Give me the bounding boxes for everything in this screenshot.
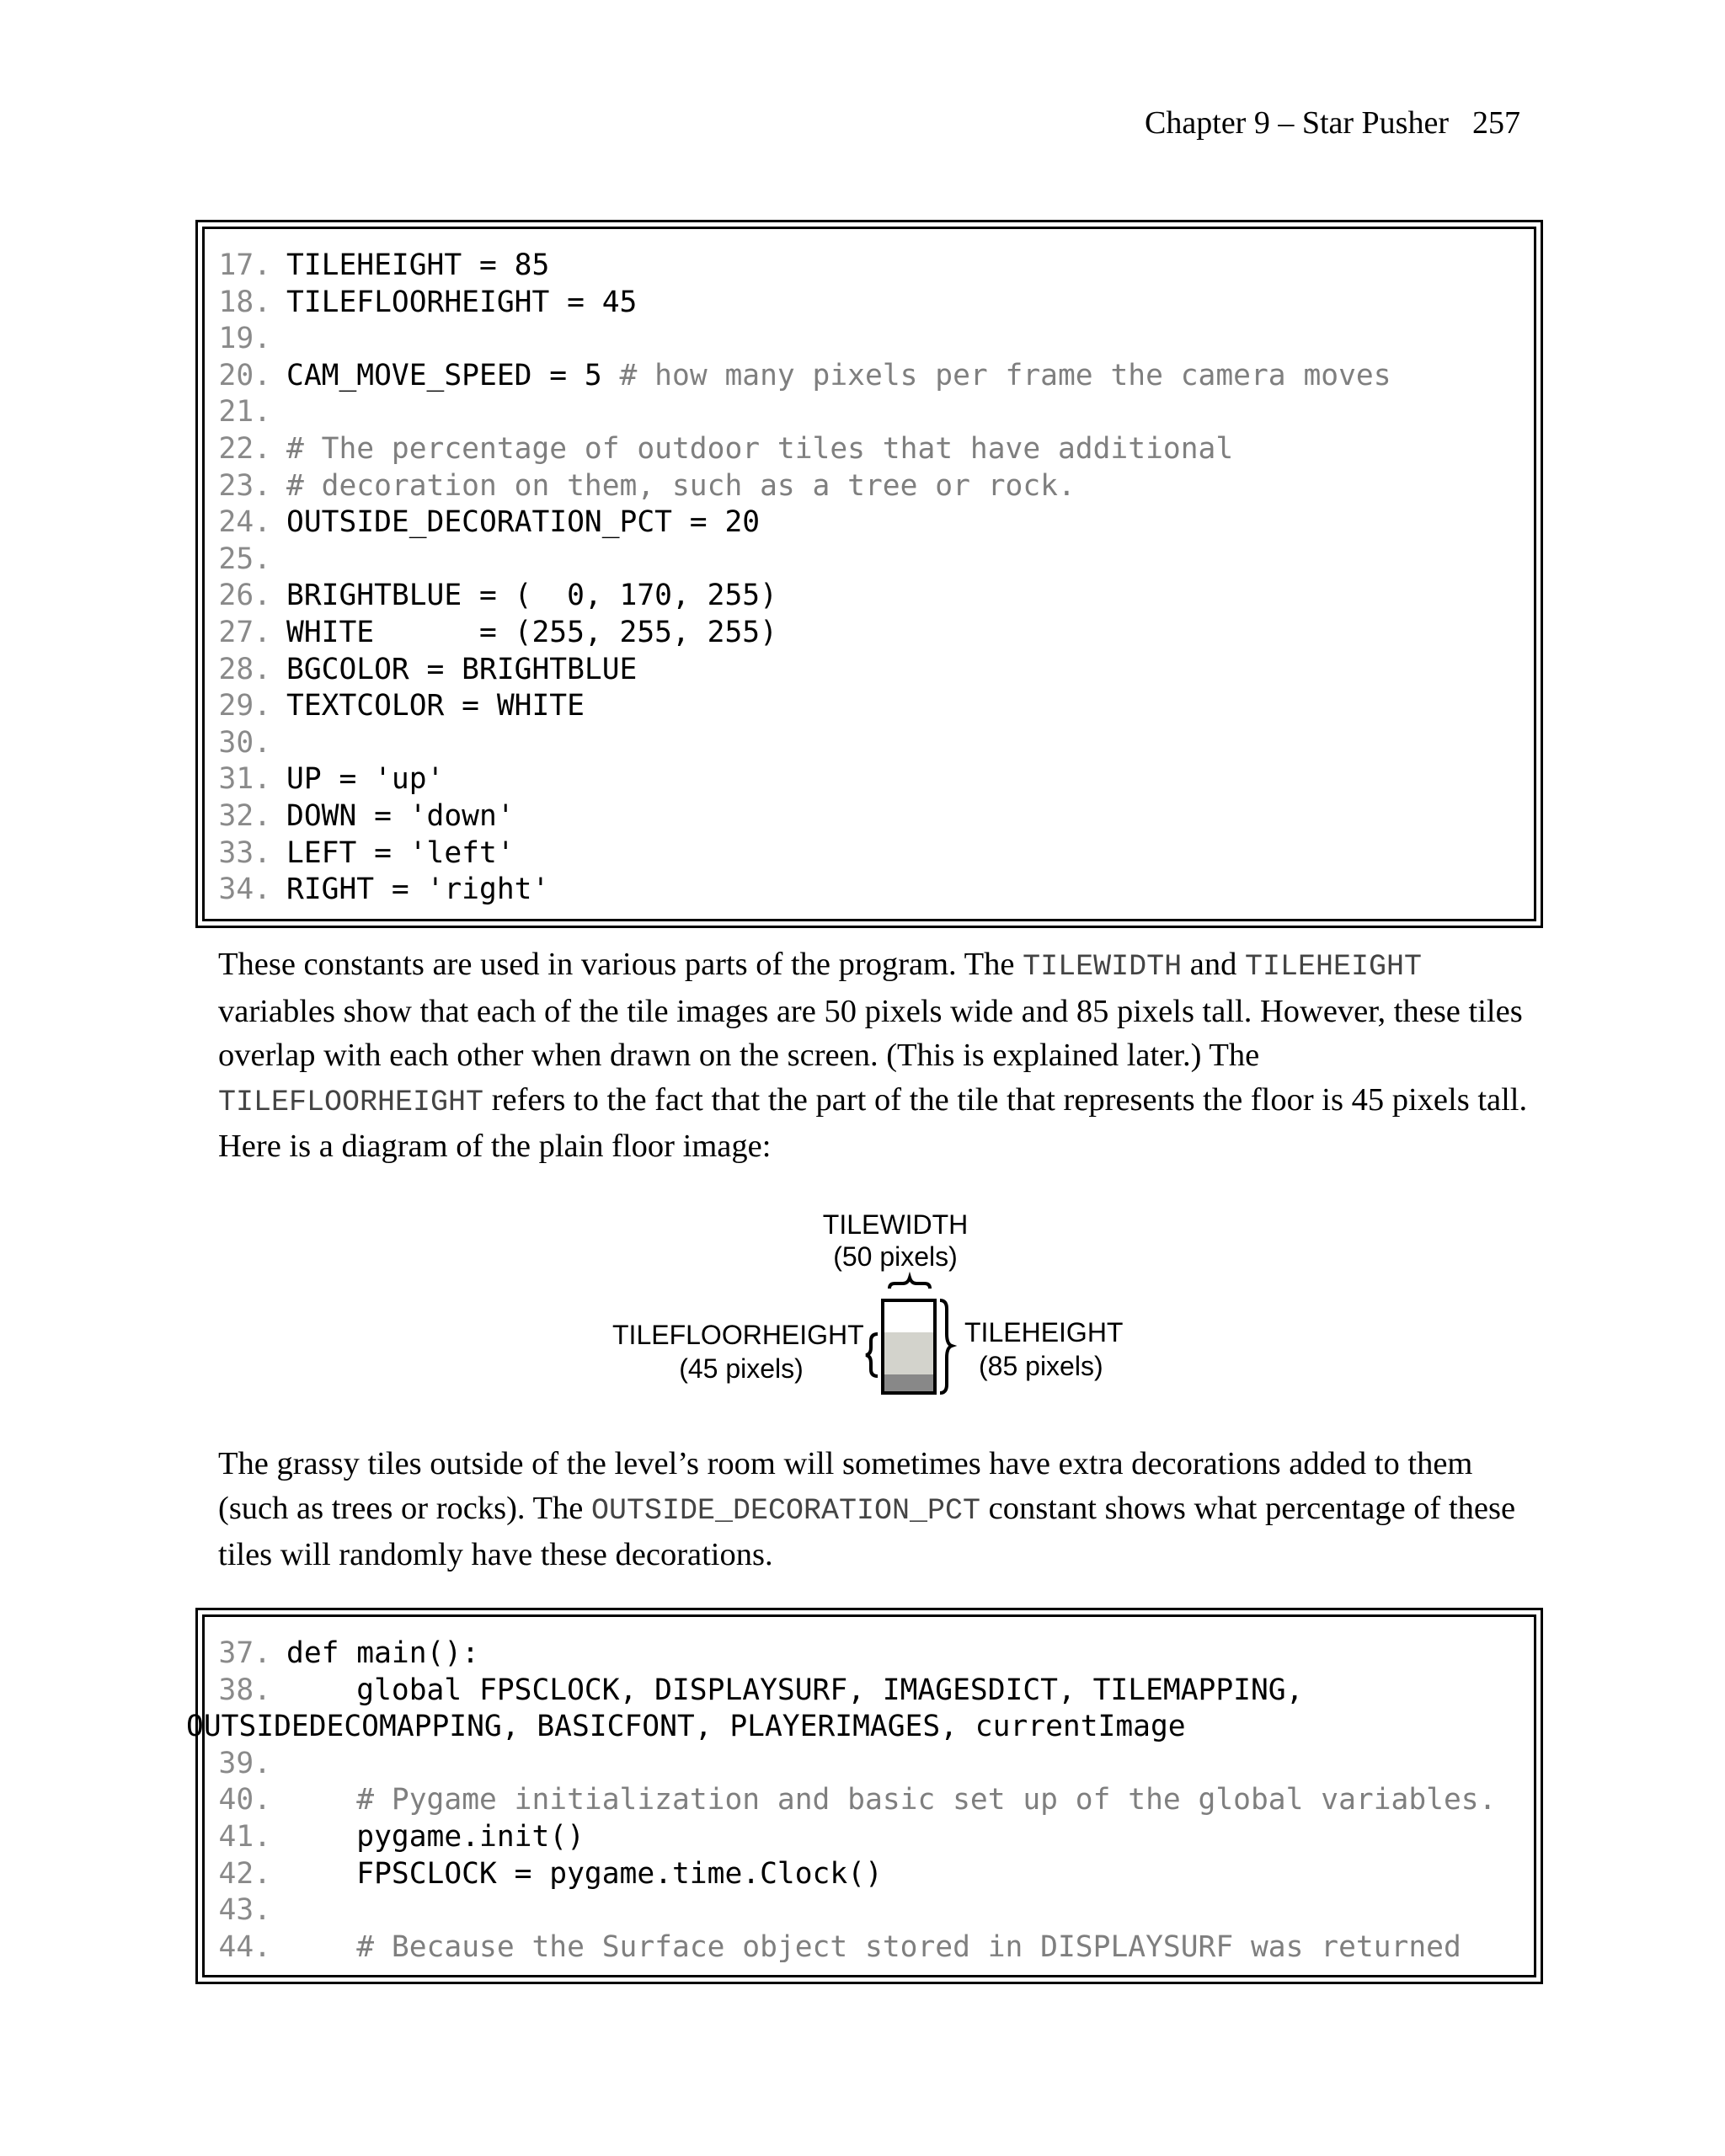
page-header	[1145, 107, 1520, 139]
code-text: TILEFLOORHEIGHT = 45	[286, 285, 638, 319]
paragraph-text: refers to the fact that the part of the tile that represents the floor is 45 pixels tall. Here is a diagram of the plain floor image:	[218, 1081, 1528, 1164]
code-text: UP = 'up'	[286, 762, 445, 797]
line-number: 33.	[218, 835, 271, 870]
width-brace	[889, 1278, 930, 1289]
code-line	[205, 761, 1534, 798]
code-text: OUTSIDE_DECORATION_PCT = 20	[286, 505, 761, 540]
code-line	[205, 1782, 1534, 1819]
code-text: pygame.init()	[286, 1819, 585, 1854]
code-text: DOWN = 'down'	[286, 798, 515, 833]
tilewidth-label: TILEWIDTH	[822, 1209, 969, 1240]
tile-floor-section	[883, 1332, 935, 1374]
code-line	[205, 1746, 1534, 1783]
line-number: 40.	[218, 1783, 271, 1817]
tilefloorheight-value: (45 pixels)	[679, 1353, 804, 1384]
code-comment: # Because the Surface object stored in DISPLAYSURF was returned	[356, 1929, 1461, 1964]
code-line	[205, 652, 1534, 689]
code-listing-1-body	[202, 227, 1536, 921]
code-line	[205, 872, 1534, 909]
line-number: 21.	[218, 395, 271, 430]
code-line	[205, 394, 1534, 431]
inline-code-tilefloorheight: TILEFLOORHEIGHT	[218, 1085, 484, 1119]
code-line	[205, 248, 1534, 285]
code-text: LEFT = 'left'	[286, 835, 515, 870]
code-line	[205, 615, 1534, 652]
code-text: TILEHEIGHT = 85	[286, 248, 550, 282]
code-line	[205, 1673, 1534, 1710]
height-brace	[940, 1300, 952, 1393]
paragraph-decoration	[218, 1442, 1532, 1577]
line-number: 30.	[218, 725, 271, 760]
code-line	[205, 504, 1534, 542]
line-number: 18.	[218, 285, 271, 319]
code-line	[205, 1856, 1534, 1893]
code-listing-1	[195, 220, 1543, 928]
code-text: BGCOLOR = BRIGHTBLUE	[286, 652, 638, 686]
line-number: 25.	[218, 542, 271, 576]
code-comment: # The percentage of outdoor tiles that have additional	[286, 431, 1234, 466]
tile-bottom-section	[883, 1374, 935, 1393]
code-listing-2-body	[186, 1614, 1536, 1977]
code-line	[205, 468, 1534, 505]
line-number: 27.	[218, 615, 271, 649]
inline-code-tilewidth: TILEWIDTH	[1023, 950, 1183, 984]
code-line	[205, 688, 1534, 725]
paragraph-tile-constants	[218, 942, 1532, 1169]
line-number: 42.	[218, 1856, 271, 1891]
code-line	[205, 431, 1534, 468]
code-text: WHITE = (255, 255, 255)	[286, 615, 777, 649]
line-number: 37.	[218, 1636, 271, 1670]
code-text: OUTSIDEDECOMAPPING, BASICFONT, PLAYERIMAGES, currentImage	[186, 1710, 1186, 1744]
code-line	[205, 285, 1534, 322]
line-number: 17.	[218, 248, 271, 282]
line-number: 26.	[218, 579, 271, 613]
line-number: 24.	[218, 505, 271, 540]
paragraph-text: The grassy tiles outside of the level’s room will sometimes have extra decorations added to them (such as trees or rocks). The	[218, 1446, 1473, 1526]
tile-diagram	[606, 1199, 1146, 1410]
paragraph-text: and	[1182, 947, 1245, 982]
code-comment: # Pygame initialization and basic set up of the global variables.	[356, 1783, 1497, 1817]
code-line	[205, 1929, 1534, 1967]
paragraph-text: constant shows what percentage of these tiles will randomly have these decorations.	[218, 1490, 1516, 1572]
chapter-title: Chapter 9 – Star Pusher	[1145, 105, 1449, 141]
line-number: 20.	[218, 358, 271, 392]
line-number: 19.	[218, 322, 271, 356]
line-number: 22.	[218, 431, 271, 466]
code-line	[205, 321, 1534, 358]
line-number: 28.	[218, 652, 271, 686]
paragraph-text: These constants are used in various parts of the program. The	[218, 947, 1023, 982]
tileheight-label: TILEHEIGHT	[964, 1317, 1124, 1348]
code-text	[286, 1783, 356, 1817]
page-number: 257	[1472, 105, 1520, 141]
paragraph-text: variables show that each of the tile images are 50 pixels wide and 85 pixels tall. However, these tiles overlap with each other when drawn on the screen. (This is explained later.) The	[218, 993, 1523, 1073]
line-number: 39.	[218, 1746, 271, 1780]
line-number: 38.	[218, 1673, 271, 1707]
code-line	[205, 798, 1534, 835]
line-number: 44.	[218, 1929, 271, 1964]
code-text: def main():	[286, 1636, 479, 1670]
tile-top-section	[883, 1300, 935, 1332]
code-listing-2	[186, 1608, 1543, 1984]
inline-code-tileheight: TILEHEIGHT	[1244, 950, 1423, 984]
code-line	[205, 725, 1534, 762]
code-text: TEXTCOLOR = WHITE	[286, 689, 585, 723]
code-line	[205, 358, 1534, 395]
code-comment: # how many pixels per frame the camera moves	[619, 358, 1391, 392]
code-line	[205, 1636, 1534, 1673]
code-text: CAM_MOVE_SPEED = 5	[286, 358, 620, 392]
code-line	[205, 1892, 1534, 1929]
tilefloorheight-label: TILEFLOORHEIGHT	[612, 1320, 864, 1350]
line-number: 41.	[218, 1819, 271, 1854]
code-comment: # decoration on them, such as a tree or rock.	[286, 468, 1076, 503]
code-text: FPSCLOCK = pygame.time.Clock()	[286, 1856, 883, 1891]
code-line	[205, 578, 1534, 615]
code-line	[205, 835, 1534, 873]
tile-diagram-graphic	[606, 1199, 1146, 1410]
code-text: global FPSCLOCK, DISPLAYSURF, IMAGESDICT, TILEMAPPING,	[286, 1673, 1304, 1707]
floor-brace	[866, 1334, 878, 1376]
code-line	[186, 1709, 1534, 1746]
code-line	[205, 542, 1534, 579]
code-text	[286, 1930, 356, 1964]
line-number: 29.	[218, 689, 271, 723]
code-text: BRIGHTBLUE = ( 0, 170, 255)	[286, 579, 777, 613]
line-number: 31.	[218, 762, 271, 797]
tilewidth-value: (50 pixels)	[833, 1241, 958, 1272]
code-line	[205, 1819, 1534, 1856]
line-number: 43.	[218, 1893, 271, 1928]
line-number: 32.	[218, 798, 271, 833]
tileheight-value: (85 pixels)	[979, 1351, 1103, 1381]
code-text: RIGHT = 'right'	[286, 873, 550, 907]
inline-code-outside-decoration-pct: OUTSIDE_DECORATION_PCT	[590, 1493, 981, 1528]
line-number: 23.	[218, 468, 271, 503]
line-number: 34.	[218, 873, 271, 907]
